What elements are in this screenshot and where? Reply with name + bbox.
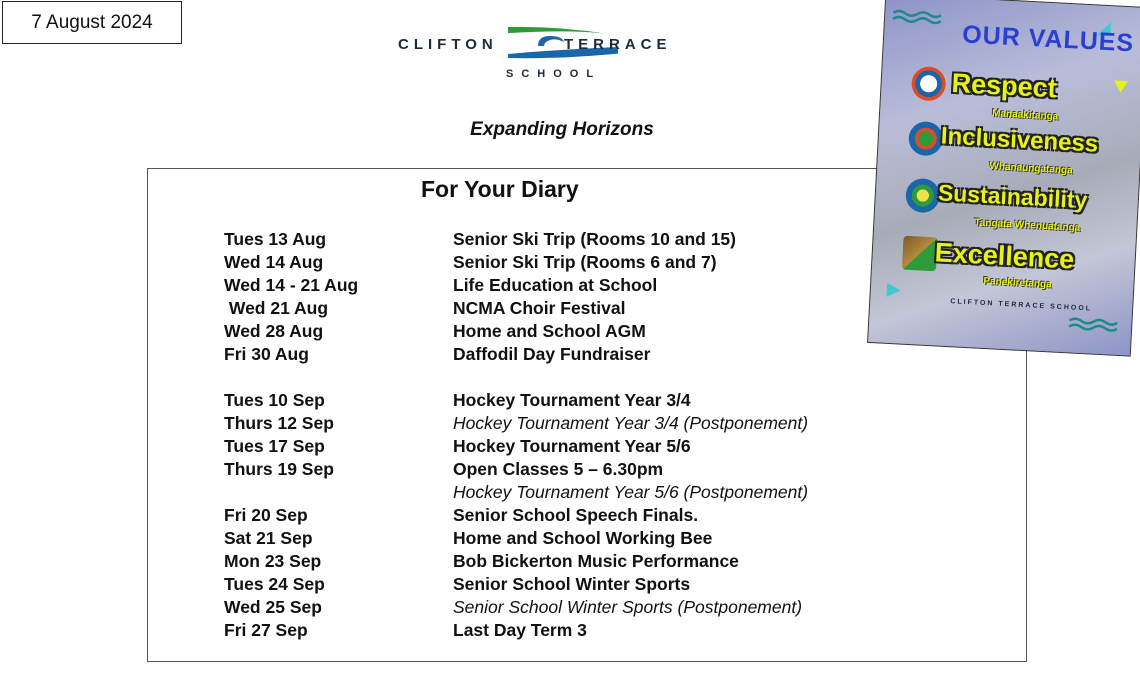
value-maori: Panekiretanga <box>983 275 1052 291</box>
triangle-icon <box>884 281 903 300</box>
row-event: Last Day Term 3 <box>453 620 587 640</box>
value-respect <box>883 64 1140 123</box>
diary-row <box>224 228 864 251</box>
diary-row <box>224 320 864 343</box>
row-date: Wed 21 Aug <box>224 298 329 318</box>
row-event: Hockey Tournament Year 5/6 <box>453 436 691 456</box>
diary-list <box>224 228 864 642</box>
triangle-icon <box>1111 78 1130 97</box>
value-excellence <box>874 234 1138 291</box>
school-logo <box>398 22 703 86</box>
row-event: Open Classes 5 – 6.30pm <box>453 459 664 479</box>
values-poster <box>867 0 1140 357</box>
row-date: Fri 27 Sep <box>224 620 308 640</box>
value-inclusiveness <box>880 119 1140 177</box>
row-event: NCMA Choir Festival <box>453 298 626 318</box>
row-date: Thurs 19 Sep <box>224 459 334 479</box>
diary-row <box>224 619 864 642</box>
diary-row <box>224 389 864 412</box>
value-name: Sustainability <box>937 179 1089 214</box>
row-date: Wed 14 - 21 Aug <box>224 275 359 295</box>
row-event: Senior Ski Trip (Rooms 10 and 15) <box>453 229 736 249</box>
diary-row <box>224 435 864 458</box>
newsletter-date: 7 August 2024 <box>2 1 182 44</box>
wave-icon <box>891 9 942 26</box>
diary-title: For Your Diary <box>421 176 579 202</box>
row-date: Thurs 12 Sep <box>224 413 334 433</box>
growth-chart-icon <box>902 236 938 272</box>
diary-row <box>224 527 864 550</box>
row-date: Wed 28 Aug <box>224 321 324 341</box>
diary-row <box>224 251 864 274</box>
value-name: Excellence <box>934 237 1076 275</box>
diary-row <box>224 343 864 366</box>
row-date: Tues 10 Sep <box>224 390 325 410</box>
row-event: Senior School Winter Sports <box>453 574 691 594</box>
diary-row <box>224 297 864 320</box>
diary-row <box>224 274 864 297</box>
value-maori: Whanaungatanga <box>989 161 1073 177</box>
school-motto: Expanding Horizons <box>470 119 654 140</box>
row-date: Fri 20 Sep <box>224 505 308 525</box>
row-date: Wed 14 Aug <box>224 252 324 272</box>
diary-row <box>224 550 864 573</box>
row-event: Hockey Tournament Year 3/4 (Postponement) <box>453 413 809 433</box>
row-event: Hockey Tournament Year 5/6 (Postponement) <box>453 482 809 502</box>
logo-left-word: CLIFTON <box>398 36 498 53</box>
row-event: Senior Ski Trip (Rooms 6 and 7) <box>453 252 717 272</box>
globe-icon <box>911 66 947 102</box>
row-event: Senior School Winter Sports (Postponement) <box>453 597 803 617</box>
poster-logo: CLIFTON TERRACE SCHOOL <box>950 298 1093 313</box>
diary-row <box>224 596 864 619</box>
row-date: Tues 13 Aug <box>224 229 327 249</box>
row-event: Hockey Tournament Year 3/4 <box>453 390 691 410</box>
row-event: Home and School AGM <box>453 321 646 341</box>
diary-row <box>224 573 864 596</box>
row-event: Senior School Speech Finals. <box>453 505 699 525</box>
people-circle-icon <box>908 121 944 157</box>
value-maori: Tangata Whenuatanga <box>974 217 1081 234</box>
row-date: Tues 17 Sep <box>224 436 325 456</box>
row-date: Wed 25 Sep <box>224 597 322 617</box>
row-date: Sat 21 Sep <box>224 528 313 548</box>
earth-icon <box>905 178 941 214</box>
logo-right-word: TERRACE <box>564 36 672 53</box>
diary-row <box>224 412 864 435</box>
row-event: Life Education at School <box>453 275 658 295</box>
diary-row <box>224 481 864 504</box>
value-sustainability <box>877 176 1140 234</box>
row-event: Home and School Working Bee <box>453 528 713 548</box>
wave-icon <box>1067 316 1118 333</box>
poster-title: OUR VALUES <box>961 20 1135 58</box>
row-date: Fri 30 Aug <box>224 344 309 364</box>
row-event: Daffodil Day Fundraiser <box>453 344 651 364</box>
logo-subtext: SCHOOL <box>506 68 602 80</box>
diary-row <box>224 504 864 527</box>
row-date: Mon 23 Sep <box>224 551 322 571</box>
value-name: Inclusiveness <box>940 122 1099 158</box>
value-name: Respect <box>950 67 1058 104</box>
row-event: Bob Bickerton Music Performance <box>453 551 739 571</box>
diary-row <box>224 458 864 481</box>
value-maori: Manaakitanga <box>991 108 1059 123</box>
row-date: Tues 24 Sep <box>224 574 325 594</box>
